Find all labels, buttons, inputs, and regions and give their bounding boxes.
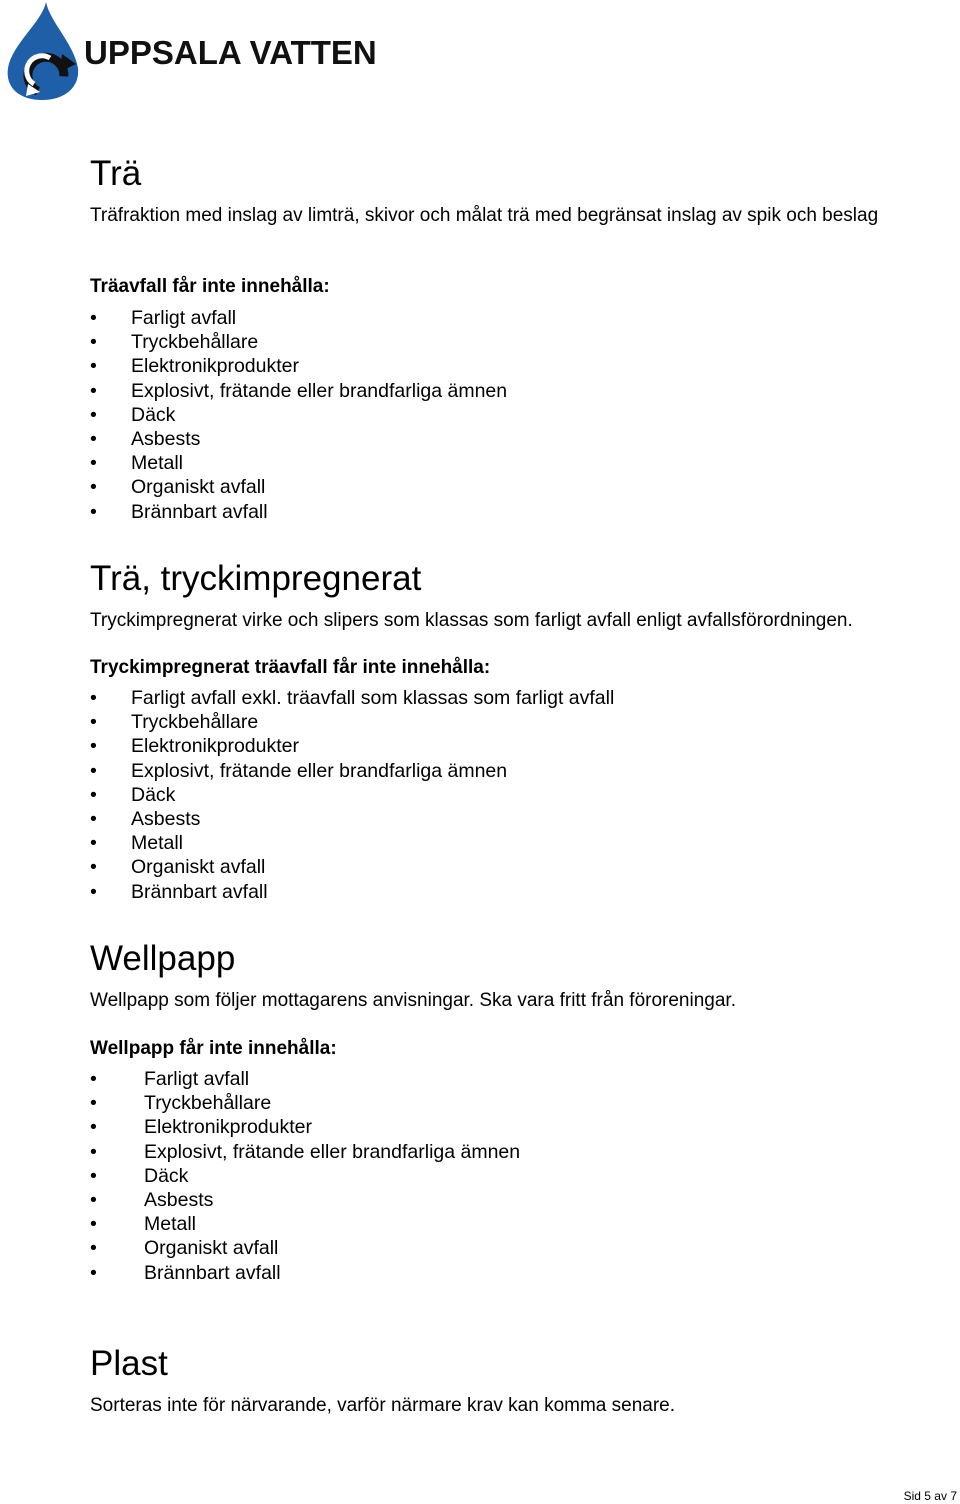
list-item: • Elektronikprodukter bbox=[90, 355, 299, 378]
bullet-icon: • bbox=[90, 403, 97, 426]
list-item: • Metall bbox=[90, 1213, 197, 1236]
list-item: • Farligt avfall exkl. träavfall som klassas som farligt avfall bbox=[90, 687, 615, 709]
list-item: • Tryckbehållare bbox=[90, 331, 259, 354]
bullet-icon: • bbox=[90, 856, 97, 879]
page-number: Sid 5 av 7 bbox=[903, 1489, 957, 1503]
water-drop-icon bbox=[4, 0, 84, 104]
bullet-icon: • bbox=[90, 1116, 97, 1139]
bullet-icon: • bbox=[90, 307, 97, 329]
bullet-icon: • bbox=[90, 807, 97, 830]
bullet-icon: • bbox=[90, 500, 97, 523]
list-item: • Däck bbox=[90, 783, 176, 806]
list-item: • Brännbart avfall bbox=[90, 1261, 281, 1284]
section-heading-tra: Trä bbox=[90, 154, 142, 193]
bullet-icon: • bbox=[90, 711, 97, 734]
section-heading-wellpapp: Wellpapp bbox=[90, 939, 236, 978]
section-subheading-tra: Träavfall får inte innehålla: bbox=[90, 276, 330, 297]
list-item: • Metall bbox=[90, 832, 184, 855]
uppsala-vatten-logo bbox=[4, 0, 394, 104]
list-item: • Metall bbox=[90, 452, 184, 475]
bullet-icon: • bbox=[90, 1213, 97, 1236]
bullet-icon: • bbox=[90, 735, 97, 758]
list-item: • Explosivt, frätande eller brandfarliga ämnen bbox=[90, 379, 508, 402]
list-item: • Däck bbox=[90, 403, 176, 426]
bullet-icon: • bbox=[90, 783, 97, 806]
bullet-icon: • bbox=[90, 427, 97, 450]
bullet-icon: • bbox=[90, 331, 97, 354]
section-description-tra: Träfraktion med inslag av limträ, skivor och målat trä med begränsat inslag av spik och beslag bbox=[90, 205, 879, 226]
bullet-icon: • bbox=[90, 687, 97, 709]
list-item: • Organiskt avfall bbox=[90, 476, 266, 499]
bullet-icon: • bbox=[90, 759, 97, 782]
list-item: • Asbests bbox=[90, 807, 201, 830]
bullet-icon: • bbox=[90, 1261, 97, 1284]
excluded-list-wellpapp bbox=[90, 1067, 790, 1285]
section-description-plast: Sorteras inte för närvarande, varför närmare krav kan komma senare. bbox=[90, 1395, 676, 1416]
list-item: • Farligt avfall bbox=[90, 1068, 250, 1090]
list-item: • Asbests bbox=[90, 427, 201, 450]
bullet-icon: • bbox=[90, 832, 97, 855]
bullet-icon: • bbox=[90, 452, 97, 475]
section-subheading-wellpapp: Wellpapp får inte innehålla: bbox=[90, 1038, 337, 1059]
bullet-icon: • bbox=[90, 1092, 97, 1115]
bullet-icon: • bbox=[90, 880, 97, 903]
bullet-icon: • bbox=[90, 1237, 97, 1260]
list-item: • Explosivt, frätande eller brandfarliga ämnen bbox=[90, 759, 508, 782]
section-subheading-tra-tryckimpregnerat: Tryckimpregnerat träavfall får inte innehålla: bbox=[90, 657, 491, 678]
bullet-icon: • bbox=[90, 355, 97, 378]
bullet-icon: • bbox=[90, 379, 97, 402]
logo-text: UPPSALA VATTEN bbox=[84, 34, 377, 71]
list-item: • Elektronikprodukter bbox=[90, 1116, 312, 1139]
section-heading-tra-tryckimpregnerat: Trä, tryckimpregnerat bbox=[90, 559, 422, 598]
excluded-list-tra bbox=[90, 306, 690, 524]
bullet-icon: • bbox=[90, 476, 97, 499]
list-item: • Farligt avfall bbox=[90, 307, 237, 329]
list-item: • Däck bbox=[90, 1164, 189, 1187]
list-item: • Brännbart avfall bbox=[90, 500, 268, 523]
list-item: • Organiskt avfall bbox=[90, 856, 266, 879]
excluded-list-tra-tryckimpregnerat bbox=[90, 686, 790, 904]
bullet-icon: • bbox=[90, 1164, 97, 1187]
section-description-wellpapp: Wellpapp som följer mottagarens anvisningar. Ska vara fritt från föroreningar. bbox=[90, 990, 736, 1011]
list-item: • Explosivt, frätande eller brandfarliga ämnen bbox=[90, 1140, 521, 1163]
list-item: • Tryckbehållare bbox=[90, 711, 259, 734]
section-description-tra-tryckimpregnerat: Tryckimpregnerat virke och slipers som klassas som farligt avfall enligt avfallsförordningen. bbox=[90, 610, 853, 631]
list-item: • Tryckbehållare bbox=[90, 1092, 272, 1115]
list-item: • Asbests bbox=[90, 1188, 214, 1211]
bullet-icon: • bbox=[90, 1188, 97, 1211]
bullet-icon: • bbox=[90, 1068, 97, 1090]
bullet-icon: • bbox=[90, 1140, 97, 1163]
list-item: • Organiskt avfall bbox=[90, 1237, 279, 1260]
section-heading-plast: Plast bbox=[90, 1344, 168, 1383]
list-item: • Brännbart avfall bbox=[90, 880, 268, 903]
list-item: • Elektronikprodukter bbox=[90, 735, 299, 758]
